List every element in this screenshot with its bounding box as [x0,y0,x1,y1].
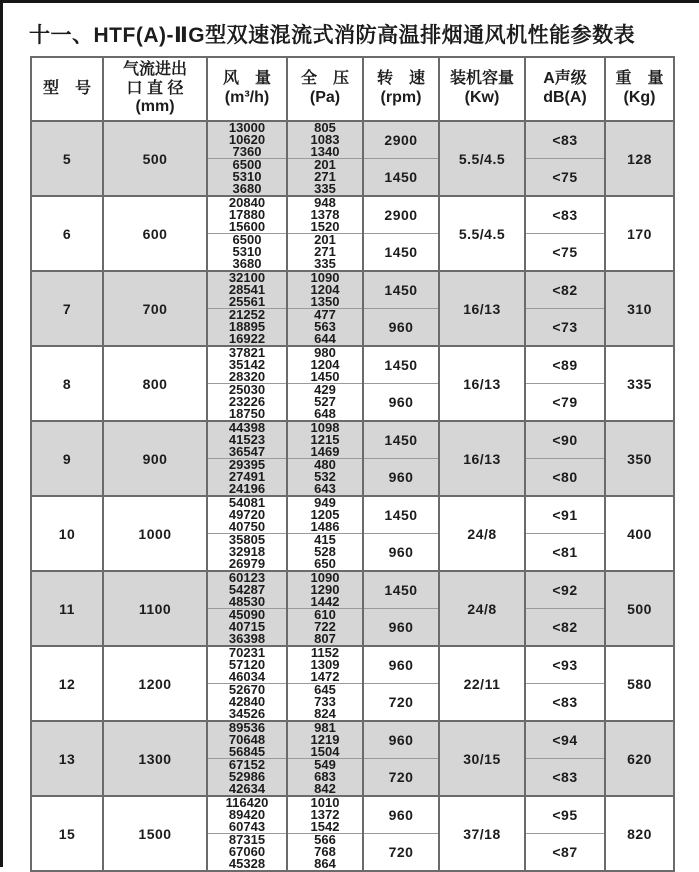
airflow-high-cell [207,496,287,534]
pressure-value: 1504 [310,744,340,759]
airflow-low-cell [207,234,287,272]
pressure-value: 650 [314,556,336,571]
model-cell: 6 [31,196,103,271]
pressure-value: 1215 [310,432,340,447]
airflow-value: 36547 [228,444,266,459]
table-header [31,57,674,121]
capacity-cell: 16/13 [439,421,525,496]
pressure-value: 271 [314,169,336,184]
pressure-value: 1372 [310,807,340,822]
pressure-value: 335 [314,181,336,196]
pressure-high-cell [287,721,363,759]
header-capacity-line2: (Kw) [464,89,500,106]
pressure-value: 648 [314,406,336,421]
high-speed-row [31,646,674,684]
pressure-value: 1290 [310,582,340,597]
airflow-value: 60123 [228,570,266,585]
high-speed-row [31,196,674,234]
model-cell: 9 [31,421,103,496]
airflow-value: 25561 [228,294,266,309]
pressure-high-cell [287,646,363,684]
airflow-value: 40750 [228,519,266,534]
model-cell: 7 [31,271,103,346]
airflow-high-cell [207,346,287,384]
noise-high-cell: <89 [525,346,605,384]
airflow-value: 15600 [228,219,266,234]
pressure-value: 527 [314,394,336,409]
airflow-value: 13000 [228,120,266,135]
model-row-group [31,646,674,721]
page-title: 十一、HTF(A)-ⅡG型双速混流式消防高温排烟通风机性能参数表 [29,24,636,47]
pressure-value: 1542 [310,819,340,834]
diameter-cell: 600 [103,196,207,271]
airflow-value: 5310 [232,244,262,259]
pressure-value: 807 [314,631,336,646]
pressure-value: 566 [314,832,336,847]
speed-low-cell: 960 [363,384,439,422]
capacity-cell: 5.5/4.5 [439,121,525,196]
model-cell: 5 [31,121,103,196]
pressure-value: 1340 [310,144,340,159]
airflow-value: 60743 [228,819,266,834]
pressure-value: 610 [314,607,336,622]
airflow-value: 3680 [232,181,262,196]
airflow-high-cell [207,571,287,609]
speed-low-cell: 960 [363,534,439,572]
pressure-high-cell [287,346,363,384]
header-pressure-line1: 全 压 [300,70,349,88]
header-speed-line2: (rpm) [380,89,422,106]
capacity-cell: 16/13 [439,271,525,346]
airflow-value: 54081 [228,495,266,510]
airflow-value: 48530 [228,594,266,609]
noise-high-cell: <93 [525,646,605,684]
diameter-cell: 500 [103,121,207,196]
header-pressure [287,57,363,121]
airflow-value: 10620 [228,132,266,147]
header-diameter [103,57,207,121]
weight-cell: 580 [605,646,674,721]
pressure-value: 645 [314,682,336,697]
airflow-value: 89420 [228,807,266,822]
airflow-high-cell [207,271,287,309]
airflow-value: 18895 [228,319,266,334]
speed-high-cell: 1450 [363,571,439,609]
pressure-low-cell [287,159,363,197]
pressure-low-cell [287,459,363,497]
speed-low-cell: 960 [363,459,439,497]
airflow-value: 56845 [228,744,266,759]
airflow-low-cell [207,459,287,497]
header-noise-line1: A声级 [543,70,587,88]
airflow-value: 6500 [232,232,262,247]
pressure-value: 1486 [310,519,340,534]
model-cell: 13 [31,721,103,796]
pressure-value: 683 [314,769,336,784]
noise-low-cell: <83 [525,684,605,722]
capacity-cell: 22/11 [439,646,525,721]
header-noise [525,57,605,121]
pressure-value: 981 [314,720,336,735]
pressure-value: 1083 [310,132,340,147]
noise-low-cell: <81 [525,534,605,572]
airflow-value: 25030 [228,382,266,397]
airflow-value: 40715 [228,619,266,634]
pressure-low-cell [287,234,363,272]
pressure-high-cell [287,196,363,234]
noise-high-cell: <90 [525,421,605,459]
diameter-cell: 1000 [103,496,207,571]
model-cell: 8 [31,346,103,421]
airflow-low-cell [207,309,287,347]
high-speed-row [31,271,674,309]
speed-high-cell: 2900 [363,121,439,159]
noise-high-cell: <82 [525,271,605,309]
pressure-value: 733 [314,694,336,709]
diameter-cell: 1500 [103,796,207,871]
noise-low-cell: <82 [525,609,605,647]
speed-low-cell: 960 [363,309,439,347]
pressure-value: 824 [314,706,336,721]
pressure-high-cell [287,496,363,534]
pressure-value: 643 [314,481,336,496]
weight-cell: 500 [605,571,674,646]
speed-high-cell: 960 [363,721,439,759]
airflow-value: 67060 [228,844,266,859]
airflow-high-cell [207,421,287,459]
noise-high-cell: <95 [525,796,605,834]
airflow-low-cell [207,159,287,197]
pressure-value: 1098 [310,420,340,435]
airflow-value: 23226 [228,394,266,409]
header-weight-line2: (Kg) [623,89,656,106]
header-speed-line1: 转 速 [376,70,425,88]
noise-high-cell: <94 [525,721,605,759]
header-weight [605,57,674,121]
header-noise-line2: dB(A) [543,89,587,106]
capacity-cell: 24/8 [439,496,525,571]
diameter-cell: 1100 [103,571,207,646]
airflow-value: 26979 [228,556,266,571]
diameter-cell: 700 [103,271,207,346]
model-row-group [31,271,674,346]
airflow-value: 49720 [228,507,266,522]
header-capacity-line1: 装机容量 [449,70,514,88]
header-speed [363,57,439,121]
noise-low-cell: <83 [525,759,605,797]
model-row-group [31,721,674,796]
high-speed-row [31,796,674,834]
speed-high-cell: 960 [363,796,439,834]
airflow-value: 20840 [228,195,266,210]
pressure-value: 335 [314,256,336,271]
pressure-value: 549 [314,757,336,772]
pressure-value: 949 [314,495,336,510]
pressure-value: 1450 [310,369,340,384]
airflow-value: 89536 [228,720,266,735]
weight-cell: 335 [605,346,674,421]
airflow-value: 52670 [228,682,266,697]
airflow-value: 32918 [228,544,266,559]
high-speed-row [31,721,674,759]
pressure-value: 532 [314,469,336,484]
speed-low-cell: 720 [363,759,439,797]
airflow-value: 45328 [228,856,266,871]
airflow-value: 27491 [228,469,266,484]
pressure-value: 563 [314,319,336,334]
pressure-value: 864 [314,856,336,871]
weight-cell: 350 [605,421,674,496]
model-row-group [31,346,674,421]
speed-low-cell: 1450 [363,159,439,197]
pressure-value: 480 [314,457,336,472]
pressure-high-cell [287,271,363,309]
pressure-low-cell [287,684,363,722]
capacity-cell: 30/15 [439,721,525,796]
noise-low-cell: <79 [525,384,605,422]
airflow-value: 36398 [228,631,266,646]
airflow-low-cell [207,609,287,647]
airflow-value: 32100 [228,270,266,285]
airflow-low-cell [207,759,287,797]
pressure-value: 1152 [310,645,340,660]
capacity-cell: 5.5/4.5 [439,196,525,271]
weight-cell: 400 [605,496,674,571]
pressure-value: 1442 [310,594,340,609]
airflow-high-cell [207,796,287,834]
pressure-value: 948 [314,195,336,210]
pressure-value: 842 [314,781,336,796]
pressure-value: 980 [314,345,336,360]
pressure-value: 1219 [310,732,340,747]
speed-low-cell: 960 [363,609,439,647]
weight-cell: 620 [605,721,674,796]
pressure-low-cell [287,834,363,872]
header-airflow-line1: 风 量 [222,70,271,88]
capacity-cell: 37/18 [439,796,525,871]
airflow-value: 41523 [228,432,266,447]
pressure-high-cell [287,796,363,834]
airflow-value: 24196 [228,481,266,496]
noise-high-cell: <83 [525,196,605,234]
airflow-low-cell [207,684,287,722]
capacity-cell: 16/13 [439,346,525,421]
model-cell: 10 [31,496,103,571]
model-row-group [31,421,674,496]
pressure-low-cell [287,534,363,572]
header-diameter-line2: 口 直 径 [126,79,184,97]
pressure-value: 1204 [310,282,340,297]
capacity-cell: 24/8 [439,571,525,646]
airflow-value: 18750 [228,406,266,421]
noise-low-cell: <75 [525,159,605,197]
pressure-value: 415 [314,532,336,547]
airflow-value: 45090 [228,607,266,622]
pressure-value: 1520 [310,219,340,234]
airflow-high-cell [207,121,287,159]
airflow-value: 116420 [225,795,269,810]
header-capacity [439,57,525,121]
airflow-value: 52986 [228,769,266,784]
pressure-value: 644 [314,331,336,346]
header-airflow [207,57,287,121]
header-diameter-line3: (mm) [135,98,175,116]
header-model-label: 型 号 [42,79,91,97]
speed-high-cell: 1450 [363,421,439,459]
high-speed-row [31,421,674,459]
diameter-cell: 1300 [103,721,207,796]
speed-low-cell: 720 [363,684,439,722]
header-weight-line1: 重 量 [615,70,664,88]
weight-cell: 310 [605,271,674,346]
weight-cell: 128 [605,121,674,196]
speed-low-cell: 1450 [363,234,439,272]
pressure-value: 271 [314,244,336,259]
pressure-high-cell [287,121,363,159]
airflow-value: 70231 [228,645,266,660]
airflow-value: 57120 [228,657,266,672]
weight-cell: 820 [605,796,674,871]
airflow-value: 28541 [228,282,266,297]
speed-high-cell: 1450 [363,346,439,384]
pressure-value: 1090 [310,570,340,585]
pressure-value: 1472 [310,669,340,684]
airflow-value: 34526 [228,706,266,721]
model-row-group [31,796,674,871]
pressure-value: 1010 [310,795,340,810]
noise-high-cell: <83 [525,121,605,159]
pressure-value: 1204 [310,357,340,372]
diameter-cell: 800 [103,346,207,421]
pressure-value: 477 [314,307,336,322]
diameter-cell: 1200 [103,646,207,721]
speed-high-cell: 960 [363,646,439,684]
pressure-value: 201 [314,232,336,247]
pressure-high-cell [287,421,363,459]
high-speed-row [31,346,674,384]
pressure-high-cell [287,571,363,609]
fan-parameters-table [30,56,675,872]
airflow-value: 28320 [228,369,266,384]
pressure-value: 805 [314,120,336,135]
airflow-value: 42634 [228,781,266,796]
airflow-high-cell [207,721,287,759]
model-row-group [31,121,674,196]
airflow-value: 29395 [228,457,266,472]
pressure-value: 201 [314,157,336,172]
pressure-value: 1350 [310,294,340,309]
airflow-value: 44398 [228,420,266,435]
noise-low-cell: <87 [525,834,605,872]
model-cell: 12 [31,646,103,721]
pressure-low-cell [287,384,363,422]
airflow-low-cell [207,384,287,422]
pressure-value: 429 [314,382,336,397]
airflow-value: 16922 [228,331,266,346]
airflow-value: 37821 [228,345,266,360]
airflow-value: 3680 [232,256,262,271]
speed-high-cell: 1450 [363,496,439,534]
noise-low-cell: <73 [525,309,605,347]
airflow-value: 87315 [228,832,266,847]
airflow-value: 70648 [228,732,266,747]
airflow-value: 35805 [228,532,266,547]
noise-high-cell: <91 [525,496,605,534]
high-speed-row [31,496,674,534]
high-speed-row [31,571,674,609]
airflow-value: 6500 [232,157,262,172]
noise-low-cell: <80 [525,459,605,497]
airflow-high-cell [207,646,287,684]
speed-high-cell: 2900 [363,196,439,234]
airflow-value: 7360 [232,144,262,159]
pressure-low-cell [287,309,363,347]
pressure-value: 768 [314,844,336,859]
pressure-value: 1469 [310,444,340,459]
pressure-value: 1205 [310,507,340,522]
model-row-group [31,196,674,271]
airflow-value: 5310 [232,169,262,184]
header-airflow-line2: (m³/h) [224,89,270,106]
pressure-value: 528 [314,544,336,559]
pressure-low-cell [287,609,363,647]
model-cell: 15 [31,796,103,871]
airflow-value: 17880 [228,207,266,222]
airflow-value: 21252 [228,307,266,322]
pressure-low-cell [287,759,363,797]
pressure-value: 1090 [310,270,340,285]
airflow-value: 35142 [228,357,266,372]
header-model [31,57,103,121]
header-pressure-line2: (Pa) [309,89,341,106]
high-speed-row [31,121,674,159]
pressure-value: 1309 [310,657,340,672]
airflow-value: 67152 [228,757,266,772]
diameter-cell: 900 [103,421,207,496]
airflow-value: 46034 [228,669,266,684]
model-row-group [31,571,674,646]
airflow-high-cell [207,196,287,234]
airflow-value: 42840 [228,694,266,709]
pressure-value: 1378 [310,207,340,222]
airflow-low-cell [207,534,287,572]
model-row-group [31,496,674,571]
speed-low-cell: 720 [363,834,439,872]
pressure-value: 722 [314,619,336,634]
header-diameter-line1: 气流进出 [122,60,187,78]
model-cell: 11 [31,571,103,646]
noise-high-cell: <92 [525,571,605,609]
airflow-low-cell [207,834,287,872]
noise-low-cell: <75 [525,234,605,272]
speed-high-cell: 1450 [363,271,439,309]
airflow-value: 54287 [228,582,266,597]
weight-cell: 170 [605,196,674,271]
